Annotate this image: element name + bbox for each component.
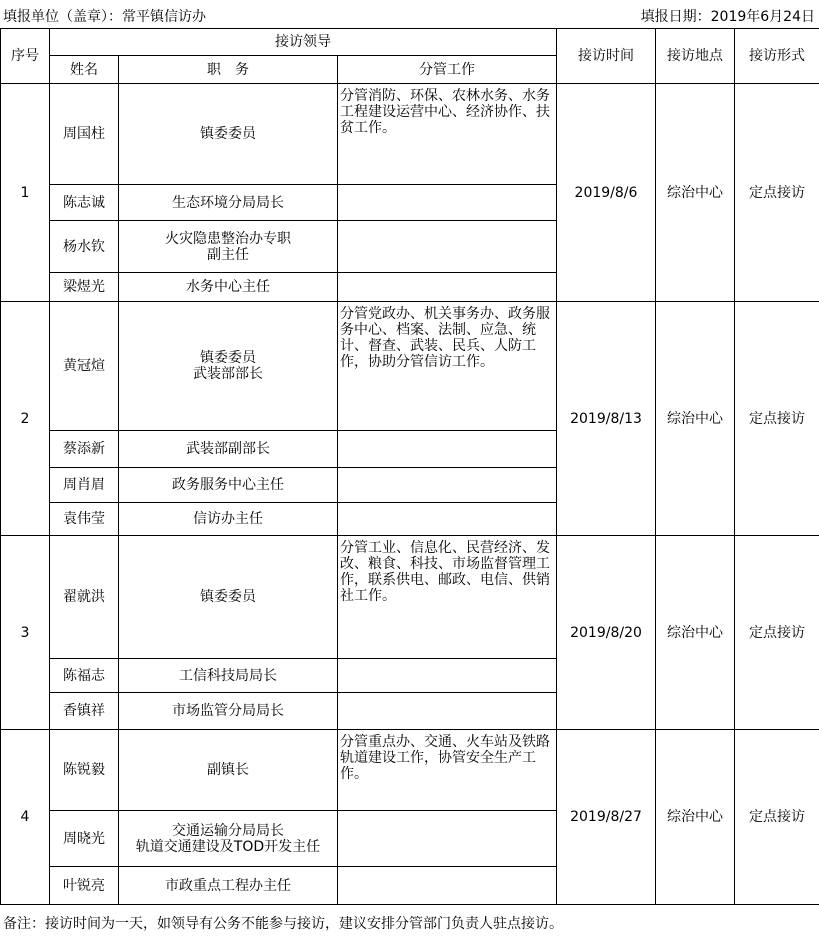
- leader-position: 镇委委员: [119, 536, 338, 659]
- seq-cell: 3: [1, 536, 50, 730]
- reception-time: 2019/8/13: [557, 302, 656, 536]
- leader-position: 水务中心主任: [119, 273, 338, 302]
- reception-form: 定点接访: [735, 536, 819, 730]
- leader-name: 叶锐亮: [50, 867, 119, 905]
- leader-duty: [338, 431, 557, 468]
- header-place: 接访地点: [656, 29, 735, 84]
- leader-duty: [338, 867, 557, 905]
- seq-cell: 1: [1, 84, 50, 302]
- reception-place: 综治中心: [656, 302, 735, 536]
- reception-place: 综治中心: [656, 84, 735, 302]
- reception-form: 定点接访: [735, 84, 819, 302]
- reception-time: 2019/8/6: [557, 84, 656, 302]
- footer-note: 备注：接访时间为一天，如领导有公务不能参与接访，建议安排分管部门负责人驻点接访。: [3, 916, 563, 932]
- leader-name: 蔡添新: [50, 431, 119, 468]
- leader-position: 市政重点工程办主任: [119, 867, 338, 905]
- leader-name: 周国柱: [50, 84, 119, 185]
- reception-schedule-table: [0, 28, 819, 905]
- leader-position: 镇委委员: [119, 84, 338, 185]
- report-header: [0, 0, 819, 28]
- leader-position: 副镇长: [119, 730, 338, 811]
- header-seq: 序号: [1, 29, 50, 84]
- leader-position: 信访办主任: [119, 503, 338, 536]
- leader-position: 政务服务中心主任: [119, 468, 338, 503]
- header-leaders-group: 接访领导: [50, 29, 557, 56]
- header-name: 姓名: [50, 56, 119, 84]
- leader-position: 生态环境分局局长: [119, 185, 338, 221]
- leader-position: 市场监管分局局长: [119, 693, 338, 730]
- reception-time: 2019/8/20: [557, 536, 656, 730]
- reception-place: 综治中心: [656, 536, 735, 730]
- table-body: [1, 84, 819, 905]
- leader-name: 袁伟莹: [50, 503, 119, 536]
- leader-name: 杨水钦: [50, 221, 119, 273]
- leader-duty: [338, 503, 557, 536]
- leader-duty: [338, 659, 557, 693]
- leader-duty: [338, 468, 557, 503]
- table-row: [1, 302, 819, 431]
- leader-position: 交通运输分局局长 轨道交通建设及TOD开发主任: [119, 811, 338, 867]
- seq-cell: 2: [1, 302, 50, 536]
- leader-duty: [338, 273, 557, 302]
- leader-duty: [338, 811, 557, 867]
- leader-name: 周晓光: [50, 811, 119, 867]
- leader-duty: [338, 693, 557, 730]
- leader-duty: 分管重点办、交通、火车站及铁路轨道建设工作，协管安全生产工作。: [338, 730, 557, 811]
- reception-time: 2019/8/27: [557, 730, 656, 905]
- reporting-unit: 填报单位（盖章）：常平镇信访办: [3, 9, 206, 25]
- reception-form: 定点接访: [735, 730, 819, 905]
- table-row: [1, 730, 819, 811]
- header-duty: 分管工作: [338, 56, 557, 84]
- reception-place: 综治中心: [656, 730, 735, 905]
- leader-name: 陈福志: [50, 659, 119, 693]
- leader-position: 武装部副部长: [119, 431, 338, 468]
- leader-position: 工信科技局局长: [119, 659, 338, 693]
- leader-name: 黄冠煊: [50, 302, 119, 431]
- header-time: 接访时间: [557, 29, 656, 84]
- table-row: [1, 84, 819, 185]
- leader-name: 陈志诚: [50, 185, 119, 221]
- leader-duty: [338, 221, 557, 273]
- leader-duty: [338, 185, 557, 221]
- reporting-date: 填报日期：2019年6月24日: [640, 9, 815, 25]
- leader-duty: 分管消防、环保、农林水务、水务工程建设运营中心、经济协作、扶贫工作。: [338, 84, 557, 185]
- header-form: 接访形式: [735, 29, 819, 84]
- leader-name: 陈锐毅: [50, 730, 119, 811]
- leader-position: 镇委委员 武装部部长: [119, 302, 338, 431]
- reception-form: 定点接访: [735, 302, 819, 536]
- leader-duty: 分管党政办、机关事务办、政务服务中心、档案、法制、应急、统计、督查、武装、民兵、人防工作，协助分管信访工作。: [338, 302, 557, 431]
- header-position: 职 务: [119, 56, 338, 84]
- leader-name: 翟就洪: [50, 536, 119, 659]
- seq-cell: 4: [1, 730, 50, 905]
- leader-name: 梁煜光: [50, 273, 119, 302]
- table-row: [1, 536, 819, 659]
- leader-duty: 分管工业、信息化、民营经济、发改、粮食、科技、市场监督管理工作，联系供电、邮政、电信、供销社工作。: [338, 536, 557, 659]
- leader-position: 火灾隐患整治办专职 副主任: [119, 221, 338, 273]
- leader-name: 周肖眉: [50, 468, 119, 503]
- leader-name: 香镇祥: [50, 693, 119, 730]
